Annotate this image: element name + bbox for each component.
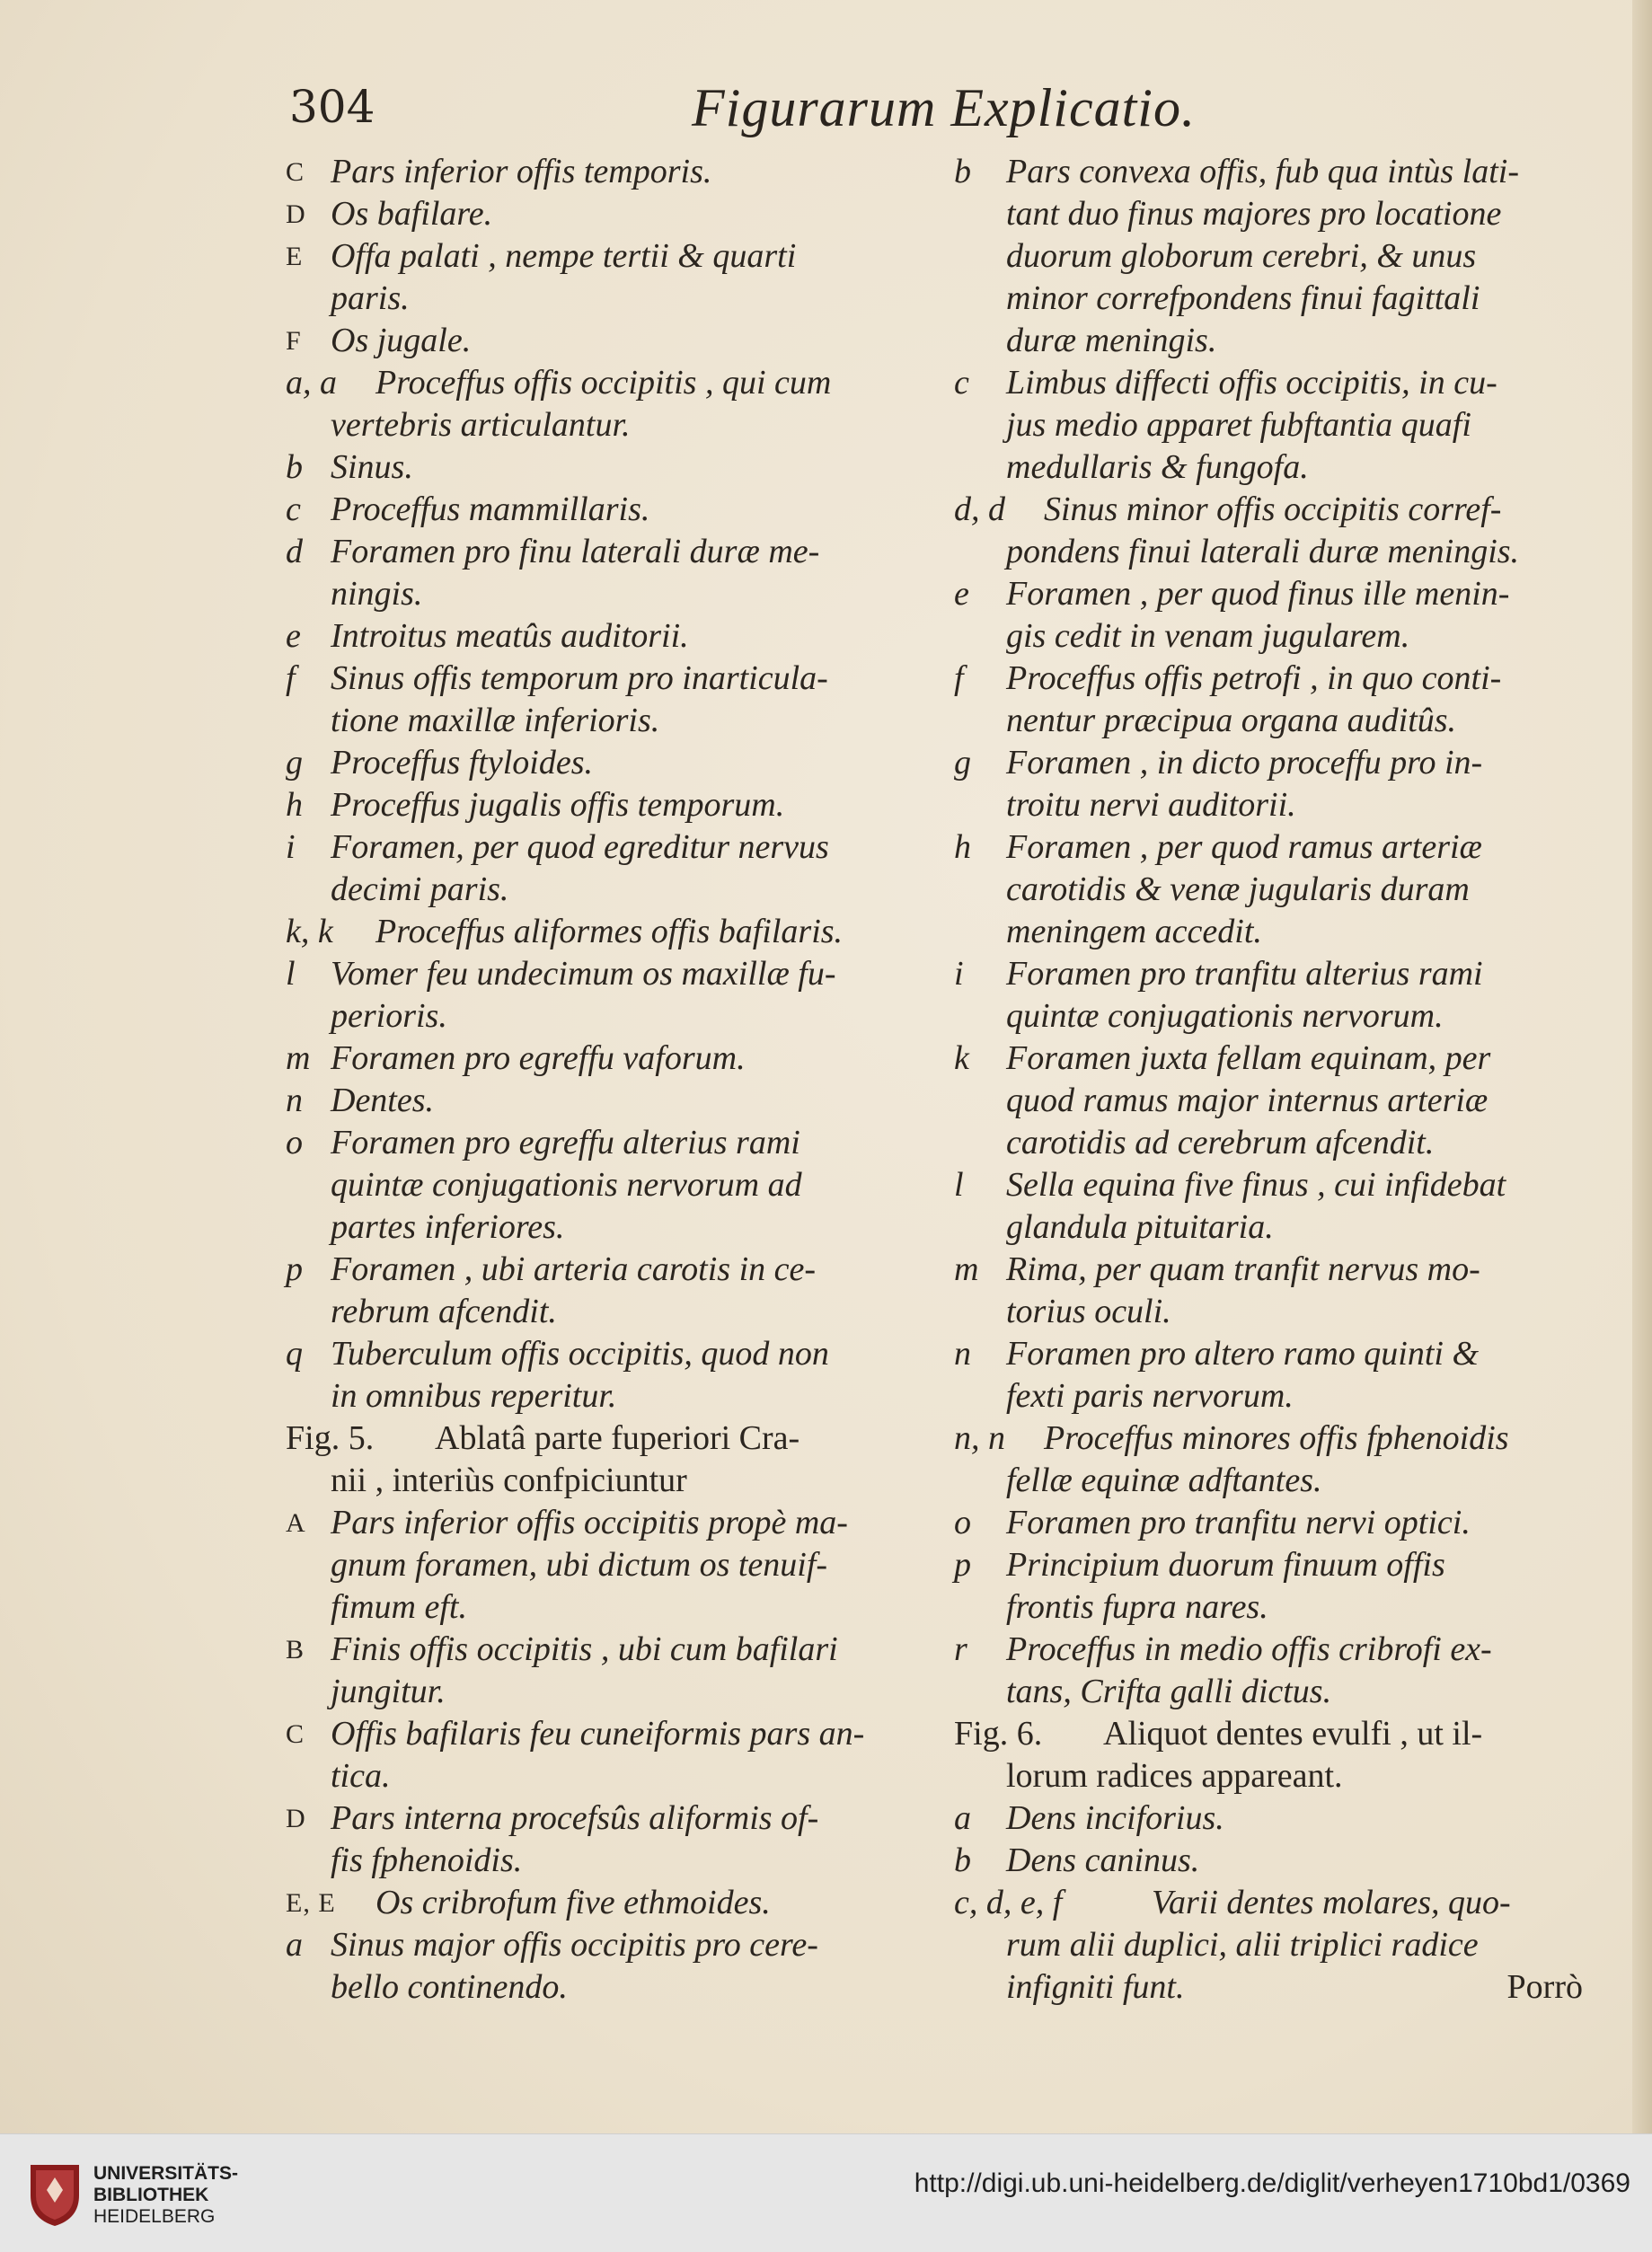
entry-text-line: Limbus diffecti offis occipitis, in cu-	[1006, 364, 1497, 402]
entry-label: e	[286, 617, 301, 655]
right-entry	[954, 1797, 1583, 1840]
right-entry	[954, 742, 1583, 826]
entry-label: f	[286, 659, 296, 697]
entry-text-line: torius oculi.	[1006, 1293, 1171, 1330]
entry-text-line: Pars convexa offis, fub qua intùs lati-	[1006, 153, 1520, 190]
entry-label: m	[954, 1250, 979, 1288]
right-entry	[954, 658, 1583, 742]
entry-text-line: Sinus offis temporum pro inarticula-	[331, 659, 828, 697]
entry-text-line: Sella equina five finus , cui infidebat	[1006, 1166, 1506, 1204]
entry-label: D	[286, 1804, 306, 1833]
entry-text-line: tant duo finus majores pro locatione	[1006, 195, 1502, 233]
entry-text-line: minor correfpondens finui fagittali	[1006, 279, 1480, 317]
catchword: Porrò	[1506, 1968, 1583, 2006]
left-entry	[286, 826, 932, 911]
left-entry	[286, 489, 932, 531]
entry-text-line: Dens inciforius.	[1006, 1799, 1224, 1837]
left-entry	[286, 1417, 932, 1502]
entry-text-line: Proceffus aliformes offis bafilaris.	[375, 913, 844, 950]
page-header	[269, 78, 1581, 153]
entry-text-line: Foramen , per quod ramus arteriæ	[1006, 828, 1482, 866]
entry-text-line: Foramen juxta fellam equinam, per	[1006, 1039, 1491, 1077]
left-entry	[286, 235, 932, 320]
entry-text-line: Proceffus in medio offis cribrofi ex-	[1006, 1630, 1492, 1668]
entry-label: d, d	[954, 490, 1005, 528]
entry-text-line: gnum foramen, ubi dictum os tenuif-	[331, 1546, 828, 1584]
entry-label: B	[286, 1635, 305, 1665]
entry-text-line: quintæ conjugationis nervorum.	[1006, 997, 1444, 1035]
entry-text-line: carotidis ad cerebrum afcendit.	[1006, 1124, 1435, 1161]
entry-label: l	[954, 1166, 964, 1204]
entry-text-line: Offa palati , nempe tertii & quarti	[331, 237, 797, 275]
right-entry	[954, 1333, 1583, 1417]
entry-text-line: Proceffus ftyloides.	[331, 744, 593, 782]
entry-text-line: decimi paris.	[331, 870, 509, 908]
entry-label: A	[286, 1508, 306, 1538]
left-entry	[286, 911, 932, 953]
entry-text-line: Proceffus offis occipitis , qui cum	[375, 364, 832, 402]
entry-label: b	[954, 153, 971, 190]
entry-text-line: Foramen pro finu laterali duræ me-	[331, 533, 820, 570]
left-entry	[286, 1122, 932, 1249]
right-entry	[954, 489, 1583, 573]
entry-text-line: Foramen , in dicto proceffu pro in-	[1006, 744, 1483, 782]
entry-label: F	[286, 326, 302, 356]
right-entry	[954, 1417, 1583, 1502]
entry-text-line: glandula pituitaria.	[1006, 1208, 1274, 1246]
library-name	[93, 2163, 238, 2228]
entry-text-line: duræ meningis.	[1006, 322, 1217, 359]
entry-text-line: perioris.	[331, 997, 447, 1035]
entry-label: g	[954, 744, 971, 782]
entry-label: b	[286, 448, 303, 486]
entry-text-line: Proceffus mammillaris.	[331, 490, 650, 528]
entry-text-line: fellæ equinæ adftantes.	[1006, 1462, 1322, 1499]
right-entry	[954, 362, 1583, 489]
right-entry	[954, 826, 1583, 953]
entry-label: e	[954, 575, 969, 613]
right-entry	[954, 151, 1583, 362]
entry-text-line: Proceffus jugalis offis temporum.	[331, 786, 785, 824]
entry-text-line: jungitur.	[331, 1673, 446, 1710]
entry-text-line: Proceffus offis petrofi , in quo conti-	[1006, 659, 1502, 697]
entry-text-line: Foramen pro egreffu alterius rami	[331, 1124, 800, 1161]
left-entry	[286, 1713, 932, 1797]
entry-label: g	[286, 744, 303, 782]
entry-label: Fig. 6.	[954, 1715, 1043, 1753]
right-entry	[954, 1164, 1583, 1249]
entry-text-line: vertebris articulantur.	[331, 406, 631, 444]
left-column	[286, 151, 932, 2009]
entry-label: c, d, e, f	[954, 1884, 1063, 1921]
entry-text-line: Principium duorum finuum offis	[1006, 1546, 1445, 1584]
entry-label: E, E	[286, 1888, 336, 1918]
entry-text-line: Introitus meatûs auditorii.	[331, 617, 689, 655]
right-entry	[954, 1713, 1583, 1797]
entry-label: n, n	[954, 1419, 1005, 1457]
entry-label: c	[286, 490, 301, 528]
left-entry	[286, 658, 932, 742]
entry-text-line: fexti paris nervorum.	[1006, 1377, 1294, 1415]
entry-label: n	[954, 1335, 971, 1373]
entry-label: C	[286, 157, 305, 187]
right-entry	[954, 1502, 1583, 1544]
entry-text-line: Tuberculum offis occipitis, quod non	[331, 1335, 829, 1373]
entry-label: q	[286, 1335, 303, 1373]
entry-text-line: Foramen pro tranfitu nervi optici.	[1006, 1504, 1471, 1541]
entry-text-line: in omnibus reperitur.	[331, 1377, 617, 1415]
entry-text-line: Foramen pro altero ramo quinti &	[1006, 1335, 1480, 1373]
entry-text-line: Pars interna procefsûs aliformis of-	[331, 1799, 819, 1837]
right-entry	[954, 1840, 1583, 1882]
entry-label: n	[286, 1082, 303, 1119]
entry-label: l	[286, 955, 296, 993]
entry-label: r	[954, 1630, 967, 1668]
entry-text-line: rebrum afcendit.	[331, 1293, 557, 1330]
right-entry	[954, 953, 1583, 1038]
left-entry	[286, 784, 932, 826]
entry-text-line: medullaris & fungofa.	[1006, 448, 1309, 486]
entry-text-line: Foramen , ubi arteria carotis in ce-	[331, 1250, 817, 1288]
entry-text-line: Sinus major offis occipitis pro cere-	[331, 1926, 818, 1964]
left-entry	[286, 953, 932, 1038]
entry-text-line: Dentes.	[331, 1082, 435, 1119]
entry-label: k	[954, 1039, 969, 1077]
entry-text-line: troitu nervi auditorii.	[1006, 786, 1296, 824]
entry-text-line: rum alii duplici, alii triplici radice	[1006, 1926, 1479, 1964]
left-entry	[286, 362, 932, 446]
left-entry	[286, 742, 932, 784]
left-entry	[286, 151, 932, 193]
entry-text-line: Sinus minor offis occipitis corref-	[1044, 490, 1502, 528]
left-entry	[286, 1249, 932, 1333]
entry-text-line: paris.	[331, 279, 410, 317]
entry-text-line: Offis bafilaris feu cuneiformis pars an-	[331, 1715, 865, 1753]
entry-label: h	[954, 828, 971, 866]
entry-label: o	[286, 1124, 303, 1161]
entry-label: a	[286, 1926, 303, 1964]
left-entry	[286, 531, 932, 615]
entry-text-line: Rima, per quam tranfit nervus mo-	[1006, 1250, 1480, 1288]
left-entry	[286, 1080, 932, 1122]
entry-label: Fig. 5.	[286, 1419, 375, 1457]
entry-text-line: Aliquot dentes evulfi , ut il-	[1103, 1715, 1483, 1753]
right-entry	[954, 573, 1583, 658]
entry-text-line: ningis.	[331, 575, 423, 613]
source-url-link[interactable]: http://digi.ub.uni-heidelberg.de/diglit/verheyen1710bd1/0369	[914, 2168, 1630, 2198]
entry-label: p	[954, 1546, 971, 1584]
entry-text-line: Os cribrofum five ethmoides.	[375, 1884, 771, 1921]
entry-text-line: tione maxillæ inferioris.	[331, 702, 660, 739]
entry-label: i	[954, 955, 964, 993]
entry-text-line: partes inferiores.	[331, 1208, 565, 1246]
entry-text-line: fimum eft.	[331, 1588, 467, 1626]
entry-label: E	[286, 242, 304, 271]
entry-text-line: bello continendo.	[331, 1968, 568, 2006]
entry-text-line: fis fphenoidis.	[331, 1841, 523, 1879]
entry-text-line: Foramen pro tranfitu alterius rami	[1006, 955, 1483, 993]
entry-text-line: Foramen, per quod egreditur nervus	[331, 828, 829, 866]
left-entry	[286, 1333, 932, 1417]
library-name-line-2: BIBLIOTHEK	[93, 2185, 209, 2205]
entry-text-line: nentur præcipua organa auditûs.	[1006, 702, 1457, 739]
left-entry	[286, 1797, 932, 1882]
entry-label: m	[286, 1039, 311, 1077]
entry-label: p	[286, 1250, 303, 1288]
entry-text-line: Varii dentes molares, quo-	[1152, 1884, 1511, 1921]
entry-text-line: Foramen , per quod finus ille menin-	[1006, 575, 1510, 613]
right-entry	[954, 1544, 1583, 1629]
right-entry	[954, 1038, 1583, 1164]
entry-label: h	[286, 786, 303, 824]
entry-text-line: pondens finui laterali duræ meningis.	[1006, 533, 1520, 570]
left-entry	[286, 193, 932, 235]
entry-text-line: lorum radices appareant.	[1006, 1757, 1343, 1795]
entry-text-line: nii , interiùs confpiciuntur	[331, 1462, 687, 1499]
entry-text-line: duorum globorum cerebri, & unus	[1006, 237, 1477, 275]
entry-label: C	[286, 1719, 305, 1749]
left-entry	[286, 1629, 932, 1713]
library-name-line-3: HEIDELBERG	[93, 2206, 216, 2227]
left-entry	[286, 1882, 932, 1924]
entry-label: D	[286, 199, 306, 229]
entry-label: a	[954, 1799, 971, 1837]
entry-label: d	[286, 533, 303, 570]
entry-label: a, a	[286, 364, 337, 402]
entry-text-line: meningem accedit.	[1006, 913, 1262, 950]
entry-text-line: Finis offis occipitis , ubi cum bafilari	[331, 1630, 838, 1668]
left-entry	[286, 1924, 932, 2009]
page-edge	[1632, 0, 1652, 2133]
entry-label: b	[954, 1841, 971, 1879]
entry-label: o	[954, 1504, 971, 1541]
entry-text-line: tica.	[331, 1757, 391, 1795]
right-entry	[954, 1249, 1583, 1333]
entry-text-line: tans, Crifta galli dictus.	[1006, 1673, 1332, 1710]
entry-text-line: frontis fupra nares.	[1006, 1588, 1268, 1626]
entry-text-line: Foramen pro egreffu vaforum.	[331, 1039, 746, 1077]
entry-text-line: Sinus.	[331, 448, 413, 486]
left-entry	[286, 320, 932, 362]
entry-text-line: Ablatâ parte fuperiori Cra-	[435, 1419, 800, 1457]
left-entry	[286, 615, 932, 658]
entry-text-line: Os bafilare.	[331, 195, 493, 233]
entry-text-line: gis cedit in venam jugularem.	[1006, 617, 1410, 655]
entry-text-line: Proceffus minores offis fphenoidis	[1044, 1419, 1509, 1457]
entry-text-line: quod ramus major internus arteriæ	[1006, 1082, 1489, 1119]
viewer-footer	[0, 2133, 1652, 2252]
library-name-line-1: UNIVERSITÄTS-	[93, 2163, 239, 2184]
entry-text-line: quintæ conjugationis nervorum ad	[331, 1166, 802, 1204]
right-column	[954, 151, 1583, 2009]
right-entry	[954, 1882, 1583, 2009]
right-entry	[954, 1629, 1583, 1713]
entry-text-line: infigniti funt. Porrò	[954, 1966, 1583, 2009]
entry-label: c	[954, 364, 969, 402]
entry-text-line: Vomer feu undecimum os maxillæ fu-	[331, 955, 836, 993]
left-entry	[286, 1038, 932, 1080]
entry-label: f	[954, 659, 964, 697]
entry-text-line: Dens caninus.	[1006, 1841, 1200, 1879]
entry-text-line: Pars inferior offis temporis.	[331, 153, 712, 190]
left-entry	[286, 446, 932, 489]
university-seal-icon	[27, 2159, 83, 2228]
left-entry	[286, 1502, 932, 1629]
page-number: 304	[289, 81, 375, 133]
running-title: Figurarum Explicatio.	[692, 78, 1196, 137]
entry-text-line: jus medio apparet fubftantia quafi	[1006, 406, 1471, 444]
entry-text-line: Os jugale.	[331, 322, 472, 359]
entry-label: k, k	[286, 913, 333, 950]
entry-label: i	[286, 828, 296, 866]
entry-text-line: carotidis & venæ jugularis duram	[1006, 870, 1470, 908]
entry-text-line: Pars inferior offis occipitis propè ma-	[331, 1504, 848, 1541]
